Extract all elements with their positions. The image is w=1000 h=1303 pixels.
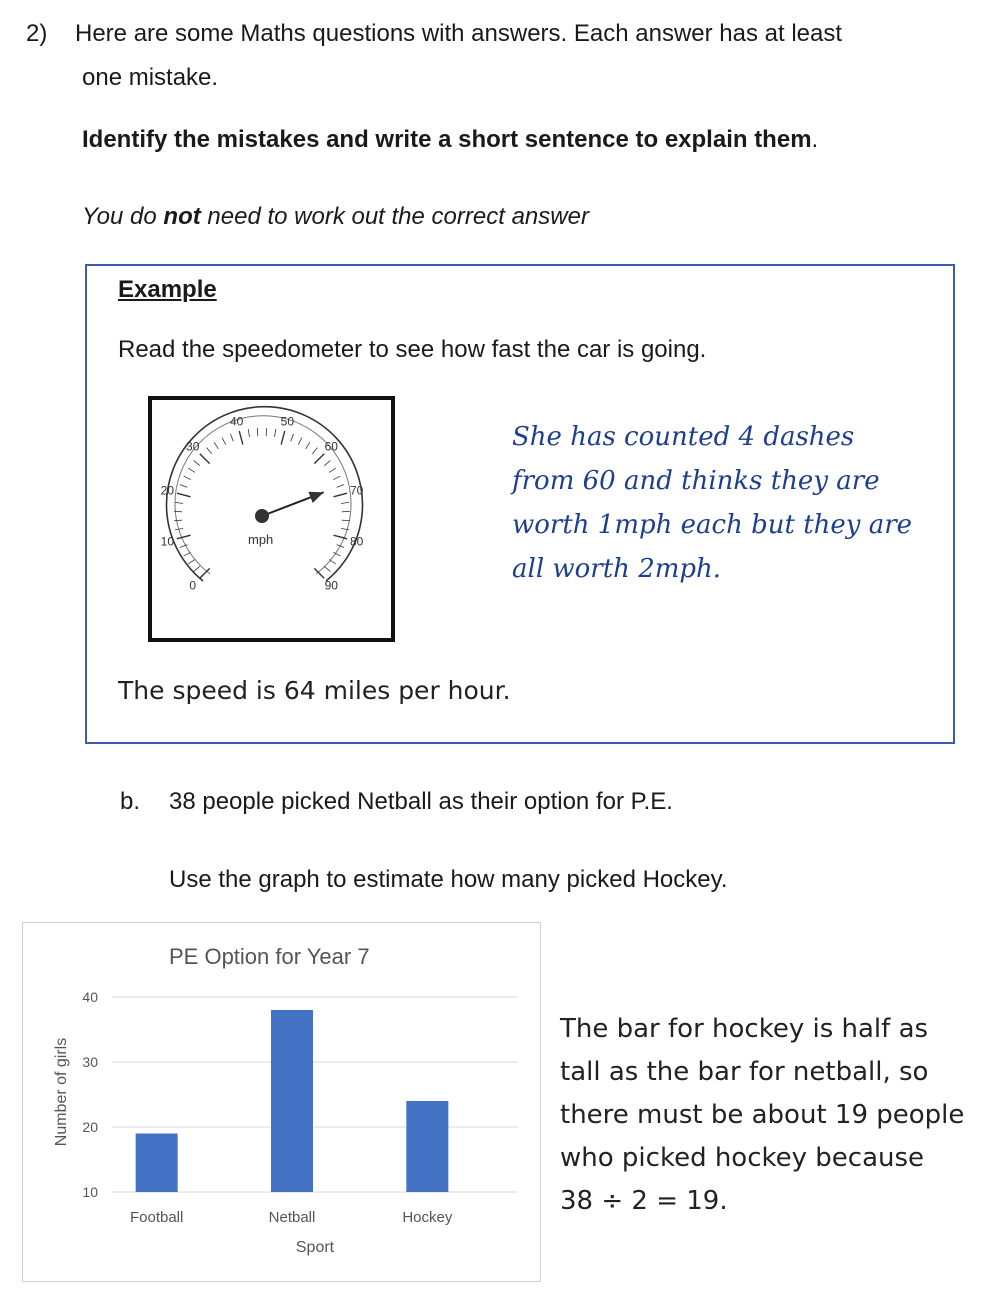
speedometer-label: 40 — [229, 414, 244, 429]
part-b-answer-line: 38 ÷ 2 = 19. — [560, 1186, 728, 1216]
example-explanation — [512, 415, 932, 591]
speedometer-label: 10 — [160, 534, 175, 549]
chart-bar-netball — [271, 1010, 313, 1192]
example-explanation-line: from 60 and thinks they are — [512, 466, 880, 496]
speedometer-image — [148, 396, 395, 642]
speedometer-label: 20 — [160, 483, 175, 498]
chart-title: PE Option for Year 7 — [169, 944, 370, 969]
example-title: Example — [118, 276, 217, 303]
bar-chart — [22, 922, 541, 1282]
chart-x-tick: Hockey — [402, 1209, 453, 1226]
part-b-answer — [560, 1008, 990, 1223]
speedometer-label: 70 — [349, 483, 364, 498]
speedometer-label: 0 — [189, 578, 197, 593]
question-instruction: Identify the mistakes and write a short sentence to explain them. — [82, 126, 819, 153]
example-question: Read the speedometer to see how fast the car is going. — [118, 336, 707, 363]
chart-bar-hockey — [406, 1101, 448, 1192]
part-b-text: 38 people picked Netball as their option for P.E. — [169, 788, 673, 815]
question-intro-line2: one mistake. — [82, 64, 219, 91]
chart-x-tick: Football — [129, 1209, 184, 1226]
part-b-task: Use the graph to estimate how many picked Hockey. — [169, 866, 728, 893]
chart-bar-football — [136, 1134, 178, 1193]
speedometer-label: 90 — [324, 578, 338, 593]
example-explanation-line: She has counted 4 dashes — [512, 422, 855, 452]
chart-y-tick: 40 — [82, 989, 98, 1005]
example-answer: The speed is 64 miles per hour. — [118, 676, 511, 705]
speedometer-label: 80 — [349, 534, 364, 549]
chart-y-label: Number of girls — [53, 1037, 70, 1147]
chart-y-tick: 20 — [82, 1119, 98, 1135]
part-b-answer-line: who picked hockey because — [560, 1143, 925, 1173]
chart-x-ticks — [130, 1209, 453, 1226]
speedometer-hub — [255, 509, 269, 523]
question-intro-line1: Here are some Maths questions with answers. Each answer has at least — [75, 20, 843, 47]
chart-y-tick: 10 — [82, 1184, 98, 1200]
chart-x-label: Sport — [295, 1239, 335, 1256]
speedometer-label: 60 — [324, 439, 338, 454]
example-explanation-line: all worth 2mph. — [512, 554, 722, 584]
example-explanation-line: worth 1mph each but they are — [512, 510, 913, 540]
part-b-answer-line: The bar for hockey is half as — [560, 1014, 929, 1044]
part-b-answer-line: there must be about 19 people — [560, 1100, 965, 1130]
chart-y-tick: 30 — [82, 1054, 98, 1070]
question-number: 2) — [26, 20, 48, 47]
question-note: You do not need to work out the correct answer — [82, 203, 589, 230]
part-b-label: b. — [120, 788, 141, 815]
speedometer-label: 30 — [186, 439, 200, 454]
speedometer-label: 50 — [280, 414, 295, 429]
speedometer-unit: mph — [248, 532, 274, 547]
chart-x-tick: Netball — [268, 1209, 316, 1226]
part-b-answer-line: tall as the bar for netball, so — [560, 1057, 929, 1087]
